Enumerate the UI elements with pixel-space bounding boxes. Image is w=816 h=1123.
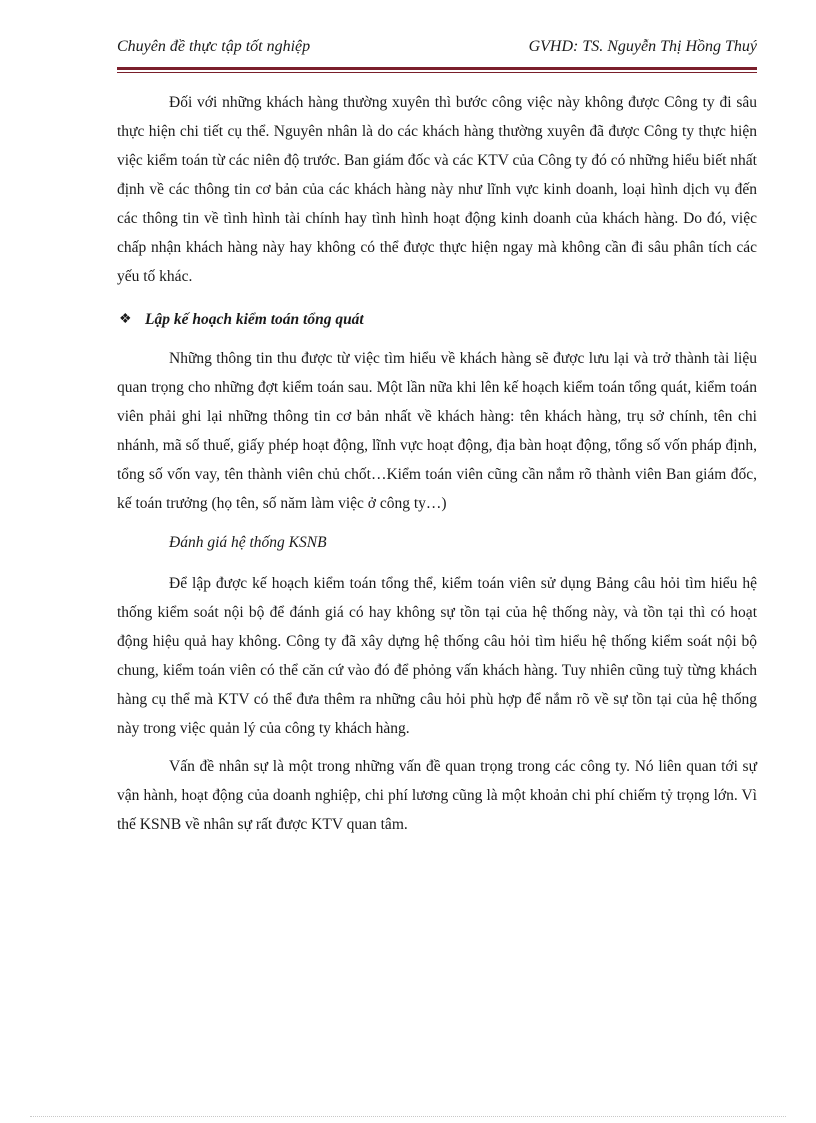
subheading-internal-control: Đánh giá hệ thống KSNB <box>169 534 327 551</box>
header-supervisor: GVHD: TS. Nguyễn Thị Hồng Thuý <box>528 38 757 55</box>
footer-dotted-line <box>30 1116 786 1117</box>
section-heading-general-plan <box>117 305 757 334</box>
header-document-title: Chuyên đề thực tập tốt nghiệp <box>117 38 311 55</box>
document-body <box>117 88 757 848</box>
paragraph-questionnaire: Để lập được kế hoạch kiểm toán tổng thể, kiểm toán viên sử dụng Bảng câu hỏi tìm hiểu hệ thống kiểm soát nội bộ để đánh giá có hay không sự tồn tại của hệ thống này, và tồn tại thì có hoạt động hiệu quả hay không. Công ty đã xây dựng hệ thống câu hỏi tìm hiểu hệ thống kiểm soát nội bộ chung, kiểm toán viên có thể căn cứ vào đó để phỏng vấn khách hàng. Tuy nhiên cũng tuỳ từng khách hàng cụ thể mà KTV có thể đưa thêm ra những câu hỏi phù hợp để nắm rõ về sự tồn tại của hệ thống này trong việc quản lý của công ty khách hàng. <box>117 575 757 737</box>
paragraph-regular-customers: Đối với những khách hàng thường xuyên thì bước công việc này không được Công ty đi sâu thực hiện chi tiết cụ thể. Nguyên nhân là do các khách hàng thường xuyên đã được Công ty thực hiện việc kiểm toán từ các niên độ trước. Ban giám đốc và các KTV của Công ty đó có những hiểu biết nhất định về các thông tin cơ bản của các khách hàng này như lĩnh vực kinh doanh, loại hình dịch vụ đến các thông tin về tình hình tài chính hay tình hình hoạt động kinh doanh của khách hàng. Do đó, việc chấp nhận khách hàng này hay không có thể được thực hiện ngay mà không cần đi sâu phân tích các yếu tố khác. <box>117 94 757 285</box>
header-rule-thin <box>117 72 757 73</box>
diamond-bullet-icon: ❖ <box>119 312 132 327</box>
paragraph-personnel: Vấn đề nhân sự là một trong những vấn đề quan trọng trong các công ty. Nó liên quan tới sự vận hành, hoạt động của doanh nghiệp, chi phí lương cũng là một khoản chi phí chiếm tỷ trọng lớn. Vì thế KSNB về nhân sự rất được KTV quan tâm. <box>117 758 757 833</box>
section-heading-text: Lập kế hoạch kiểm toán tổng quát <box>145 311 364 328</box>
page-header <box>117 38 757 62</box>
paragraph-customer-information: Những thông tin thu được từ việc tìm hiểu về khách hàng sẽ được lưu lại và trở thành tài liệu quan trọng cho những đợt kiểm toán sau. Một lần nữa khi lên kế hoạch kiểm toán tổng quát, kiểm toán viên phải ghi lại những thông tin cơ bản nhất về khách hàng: tên khách hàng, trụ sở chính, tên chi nhánh, mã số thuế, giấy phép hoạt động, lĩnh vực hoạt động, địa bàn hoạt động, tổng số vốn pháp định, tổng số vốn vay, tên thành viên chủ chốt…Kiểm toán viên cũng cần nắm rõ thành viên Ban giám đốc, kế toán trưởng (họ tên, số năm làm việc ở công ty…) <box>117 350 757 512</box>
header-rule-thick <box>117 67 757 70</box>
